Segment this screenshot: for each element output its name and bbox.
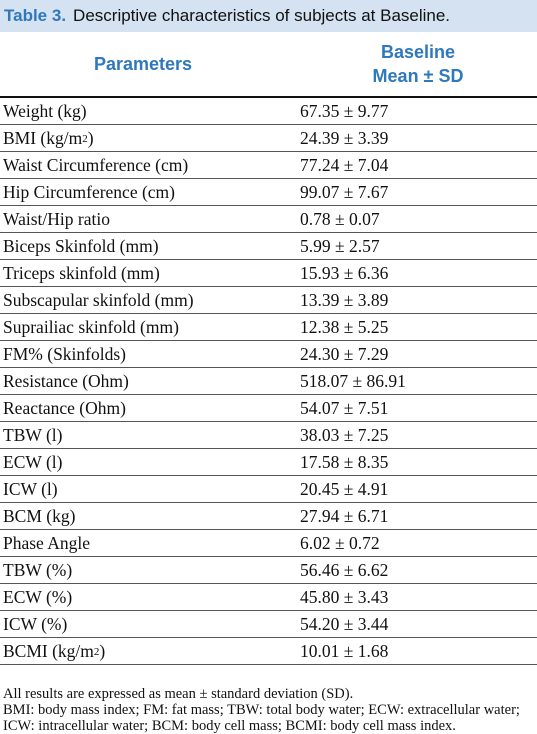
row-value: 518.07 ± 86.91: [300, 371, 406, 391]
row-value: 10.01 ± 1.68: [300, 641, 389, 661]
row-value: 24.39 ± 3.39: [300, 128, 389, 148]
table-row: [0, 152, 537, 179]
row-value: 38.03 ± 7.25: [300, 425, 389, 445]
row-parameter: BMI $(kg/m^2)$: [3, 128, 94, 148]
row-value: 12.38 ± 5.25: [300, 317, 389, 337]
table-title: Descriptive characteristics of subjects at Baseline.: [73, 6, 451, 25]
row-parameter: TBW (l): [3, 425, 63, 445]
table-row: [0, 125, 537, 152]
row-value: 15.93 ± 6.36: [300, 263, 389, 283]
row-parameter: BCMI $(kg/m^2)$: [3, 641, 106, 661]
table-row: [0, 368, 537, 395]
row-value: 56.46 ± 6.62: [300, 560, 389, 580]
table-row: [0, 287, 537, 314]
row-parameter: Biceps Skinfold (mm): [3, 236, 159, 256]
table-row: [0, 179, 537, 206]
row-parameter: Waist Circumference (cm): [3, 155, 189, 175]
footnote-mean-sd: All results are expressed as mean ± standard deviation (SD).: [3, 686, 354, 702]
table-row: [0, 233, 537, 260]
table-row: [0, 530, 537, 557]
row-parameter: Suprailiac skinfold (mm): [3, 317, 179, 337]
row-parameter: BCM (kg): [3, 506, 76, 526]
row-parameter: TBW (%): [3, 560, 73, 580]
superscript: 2: [93, 646, 100, 658]
table-row: [0, 422, 537, 449]
table-row: [0, 341, 537, 368]
row-parameter: FM% (Skinfolds): [3, 344, 126, 364]
row-value: 0.78 ± 0.07: [300, 209, 380, 229]
row-value: 99.07 ± 7.67: [300, 182, 389, 202]
row-parameter: Waist/Hip ratio: [3, 209, 110, 229]
row-parameter: Hip Circumference (cm): [3, 182, 176, 202]
table-row: [0, 584, 537, 611]
table-caption: [0, 0, 537, 32]
table-row: [0, 395, 537, 422]
row-value: 45.80 ± 3.43: [300, 587, 389, 607]
table-row: [0, 260, 537, 287]
row-value: 27.94 ± 6.71: [300, 506, 389, 526]
table-number: Table 3.: [4, 6, 67, 25]
table-row: [0, 557, 537, 584]
row-value: 20.45 ± 4.91: [300, 479, 389, 499]
row-value: 77.24 ± 7.04: [300, 155, 389, 175]
table-row: [0, 476, 537, 503]
row-parameter: Triceps skinfold (mm): [3, 263, 160, 283]
row-parameter: Phase Angle: [3, 533, 91, 553]
table-row: [0, 314, 537, 341]
row-value: 54.07 ± 7.51: [300, 398, 389, 418]
row-value: 13.39 ± 3.89: [300, 290, 389, 310]
row-parameter: ICW (l): [3, 479, 58, 499]
row-value: 17.58 ± 8.35: [300, 452, 389, 472]
table-header: [0, 32, 537, 96]
row-parameter: Weight (kg): [3, 101, 87, 121]
header-mean-sd: Mean ± SD: [372, 66, 464, 86]
row-value: 5.99 ± 2.57: [300, 236, 380, 256]
superscript: 2: [82, 133, 88, 145]
row-parameter: ECW (l): [3, 452, 63, 472]
row-parameter: Subscapular skinfold (mm): [3, 290, 194, 310]
header-baseline: [358, 40, 478, 88]
footnote-abbreviations: BMI: body mass index; FM: fat mass; TBW: total body water; ECW: extracellular water; ICW: intracellular water; BCM: body cell mass; BCMI: body cell mass index.: [3, 702, 520, 734]
row-value: 6.02 ± 0.72: [300, 533, 380, 553]
row-parameter: Resistance (Ohm): [3, 371, 129, 391]
row-value: 24.30 ± 7.29: [300, 344, 389, 364]
characteristics-table: [0, 98, 537, 665]
row-parameter: ICW (%): [3, 614, 68, 634]
row-parameter: ECW (%): [3, 587, 73, 607]
table-row: [0, 638, 537, 665]
table-row: [0, 98, 537, 125]
row-parameter: Reactance (Ohm): [3, 398, 126, 418]
header-parameters: Parameters: [94, 54, 193, 74]
table-row: [0, 449, 537, 476]
table-row: [0, 503, 537, 530]
table-row: [0, 611, 537, 638]
table-row: [0, 206, 537, 233]
row-value: 67.35 ± 9.77: [300, 101, 389, 121]
row-value: 54.20 ± 3.44: [300, 614, 389, 634]
header-baseline-label: Baseline: [380, 42, 456, 62]
